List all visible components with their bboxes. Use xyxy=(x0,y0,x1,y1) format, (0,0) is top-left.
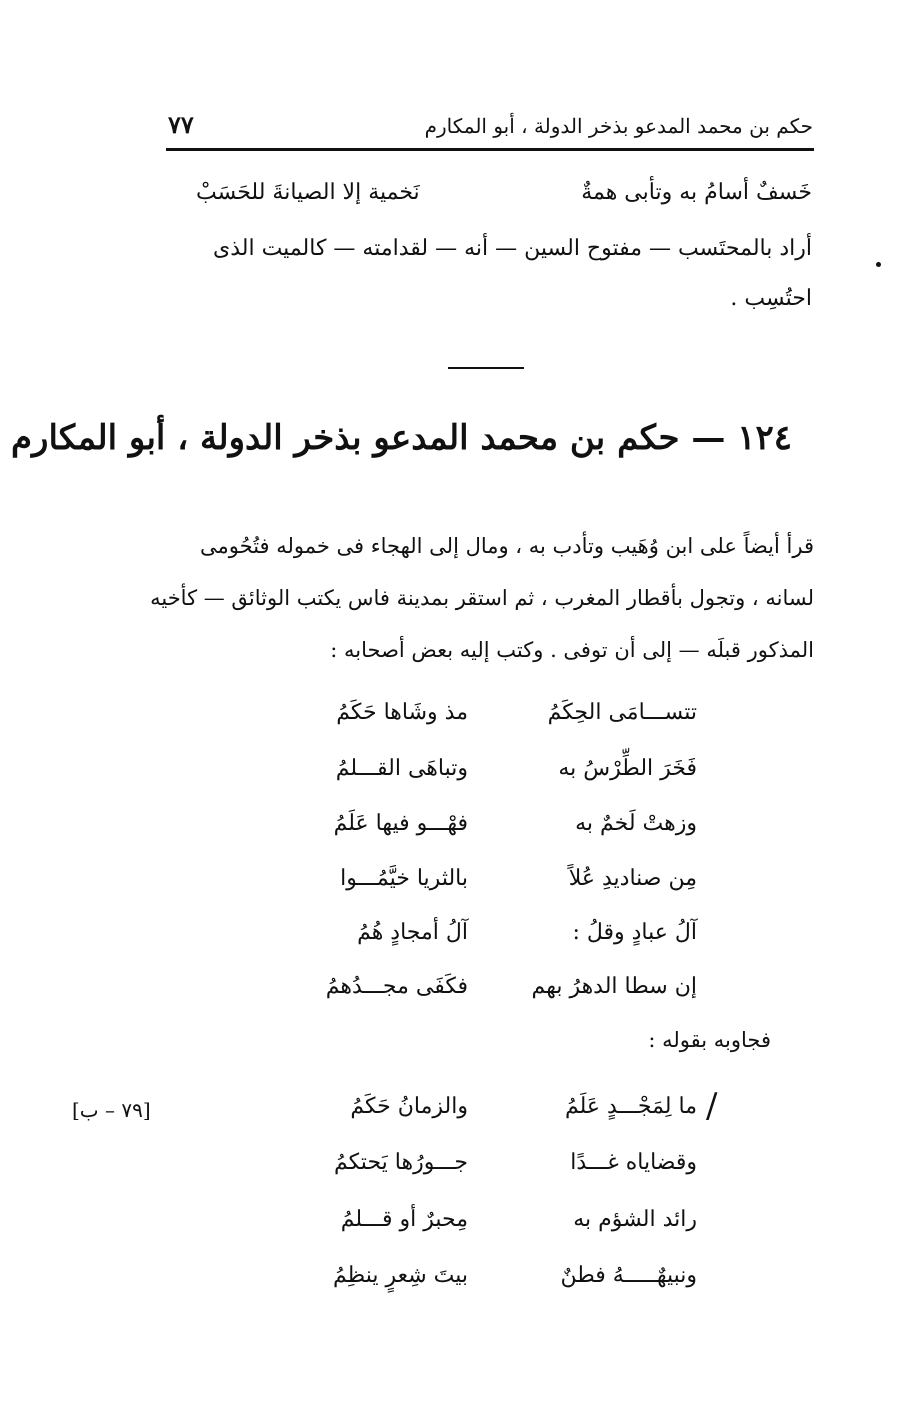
verse-second-hemistich: والزمانُ حَكَمُ xyxy=(350,1094,468,1119)
continued-verse-left: نَخمية إلا الصيانةَ للحَسَبْ xyxy=(196,180,420,205)
entry-heading: ١٢٤ — حكم بن محمد المدعو بذخر الدولة ، أبو المكارم xyxy=(10,418,792,458)
continued-note-line-1: أراد بالمحتَسب — مفتوح السين — أنه — لقدامته — كالميت الذى xyxy=(213,236,812,261)
verse-second-hemistich: مِحبرٌ أو قـــلمُ xyxy=(340,1207,468,1232)
section-divider xyxy=(448,367,524,369)
header-rule xyxy=(166,148,814,151)
verse-first-hemistich: إن سطا الدهرُ بهم xyxy=(531,974,697,999)
prose-line: قرأ أيضاً على ابن وُهَيب وتأدب به ، ومال إلى الهجاء فى خموله فتُحُومى xyxy=(200,534,814,558)
prose-line: المذكور قبلَه — إلى أن توفى . وكتب إليه بعض أصحابه : xyxy=(330,638,814,662)
verse-first-hemistich: آلُ عبادٍ وقلُ : xyxy=(572,920,697,945)
verse-second-hemistich: مذ وشَاها حَكَمُ xyxy=(336,700,468,725)
prose-line: لسانه ، وتجول بأقطار المغرب ، ثم استقر بمدينة فاس يكتب الوثائق — كأخيه xyxy=(150,586,814,610)
verse-second-hemistich: جـــورُها يَحتكمُ xyxy=(334,1150,468,1175)
margin-folio-reference: [٧٩ – ب] xyxy=(72,1098,151,1122)
verse-first-hemistich: وقضاياه غـــدًا xyxy=(570,1150,697,1175)
verse-first-hemistich: مِن صناديدِ عُلاً xyxy=(568,866,697,891)
verse-first-hemistich: تتســـامَى الحِكَمُ xyxy=(547,700,697,725)
page-number: ٧٧ xyxy=(168,110,194,139)
folio-break-mark: / xyxy=(706,1086,718,1126)
verse-second-hemistich: فكَفَى مجـــدُهمُ xyxy=(325,974,468,999)
verse-first-hemistich: فَخَرَ الطِّرْسُ به xyxy=(558,756,697,781)
verse-first-hemistich: رائد الشؤم به xyxy=(573,1207,697,1232)
running-header xyxy=(168,106,813,144)
verse-first-hemistich: ما لِمَجْـــدٍ عَلَمُ xyxy=(564,1094,697,1119)
verse-second-hemistich: بيتَ شِعرٍ ينظِمُ xyxy=(333,1263,468,1288)
reply-intro: فجاوبه بقوله : xyxy=(648,1028,771,1052)
margin-dot xyxy=(876,262,881,267)
verse-first-hemistich: وزهتْ لَخمٌ به xyxy=(575,811,697,836)
verse-second-hemistich: فهْـــو فيها عَلَمُ xyxy=(333,811,468,836)
verse-second-hemistich: آلُ أمجادٍ هُمُ xyxy=(357,920,468,945)
continued-verse-right: خَسفٌ أسامُ به وتأبى همةٌ xyxy=(581,180,812,205)
verse-first-hemistich: ونبيهٌـــــهُ فطنٌ xyxy=(560,1263,697,1288)
running-title: حكم بن محمد المدعو بذخر الدولة ، أبو المكارم xyxy=(424,114,813,138)
verse-second-hemistich: بالثريا خيَّمُـــوا xyxy=(340,866,468,891)
verse-second-hemistich: وتباهَى القـــلمُ xyxy=(335,756,468,781)
continued-note-line-2: احتُسِب . xyxy=(730,286,812,311)
